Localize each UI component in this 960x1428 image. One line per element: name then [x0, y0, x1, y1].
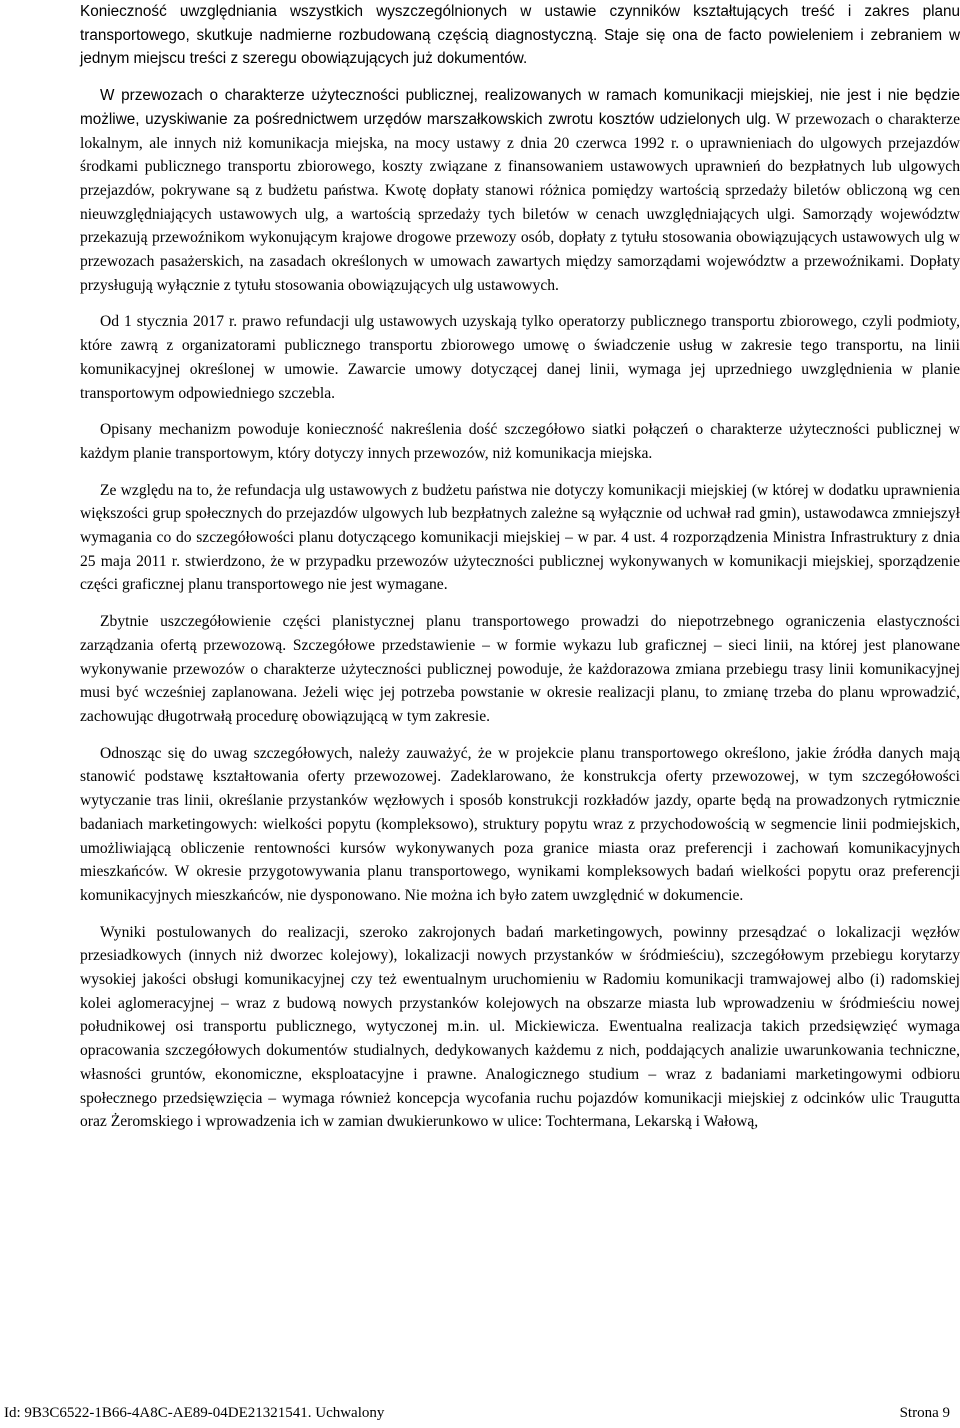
page-number: Strona 9: [899, 1405, 950, 1421]
paragraph-3: Od 1 stycznia 2017 r. prawo refundacji ulg ustawowych uzyskają tylko operatorzy publicznego transportu zbiorowego, czyli podmioty, które zawrą z organizatorami publicznego transportu zbiorowego umowę o świadczenie usług w zakresie tego transportu, na linii komunikacyjnej określonej w umowie. Zawarcie umowy dotyczącej danej linii, wymaga jej uprzedniego uwzględnienia w planie transportowym odpowiedniego szczebla.: [80, 313, 960, 402]
document-body: [80, 0, 960, 1147]
paragraph-1-text: Konieczność uwzględniania wszystkich wyszczególnionych w ustawie czynników kształtujących treść i zakres planu transportowego, skutkuje nadmierne rozbudowaną częścią diagnostyczną. Staje się ona de facto powieleniem i zebraniem w jednym miejscu treści z szeregu obowiązujących już dokumentów.: [80, 3, 960, 68]
paragraph-6: Zbytnie uszczegółowienie części planistycznej planu transportowego prowadzi do niepotrzebnego ograniczenia elastyczności zarządzania ofertą przewozową. Szczegółowe przedstawienie – w formie wykazu lub graficznej – sieci linii, na której jest planowane wykonywanie przewozów o charakterze użyteczności publicznej powoduje, że każdorazowa zmiana przebiegu trasy linii komunikacyjnej musi być wcześniej zaplanowana. Jeżeli więc jej potrzeba powstanie w okresie realizacji planu, to zmianę trzeba do planu wprowadzić, zachowując długotrwałą procedurę obowiązującą w tym zakresie.: [80, 613, 960, 725]
paragraph-1: [80, 0, 960, 71]
document-id: Id: 9B3C6522-1B66-4A8C-AE89-04DE21321541. Uchwalony: [4, 1405, 385, 1421]
paragraph-2: [80, 84, 960, 297]
paragraph-8: Wyniki postulowanych do realizacji, szeroko zakrojonych badań marketingowych, powinny przesądzać o lokalizacji węzłów przesiadkowych (innych niż dworzec kolejowy), lokalizacji nowych przystanków w śródmieściu), szczegółowym przebiegu korytarzy wysokiej jakości obsługi komunikacyjnej czy też ewentualnym uruchomieniu w Radomiu komunikacji tramwajowej albo (i) radomskiej kolei aglomeracyjnej – wraz z budową nowych przystanków kolejowych na obszarze miasta lub wprowadzeniu w śródmieściu nowej południkowej osi transportu publicznego, wytyczonej m.in. ul. Mickiewicza. Ewentualna realizacja takich przedsięwzięć wymaga opracowania szczegółowych dokumentów studialnych, dedykowanych każdemu z nich, poddających analizie uwarunkowania techniczne, własności gruntów, ekonomiczne, eksploatacyjne i prawne. Analogicznego studium – wraz z badaniami marketingowymi odbioru społecznego przedsięwzięcia – wymaga również koncepcja wycofania ruchu pojazdów komunikacji miejskiej z odcinków ulic Traugutta oraz Żeromskiego i wprowadzenia ich w zamian dwukierunkowo w ulice: Tochtermana, Lekarską i Wałową,: [80, 923, 960, 1131]
paragraph-5: Ze względu na to, że refundacja ulg ustawowych z budżetu państwa nie dotyczy komunikacji miejskiej (w której w dodatku uprawnienia większości grup społecznych do przejazdów ulgowych lub bezpłatnych zależne są wyłącznie od uchwał rad gmin), ustawodawca zmniejszył wymagania co do szczegółowości planu dotyczącego komunikacji miejskiej – w par. 4 ust. 4 rozporządzenia Ministra Infrastruktury z dnia 25 maja 2011 r. stwierdzono, że w przypadku przewozów użyteczności publicznej wykonywanych w komunikacji miejskiej, sporządzenie części graficznej planu transportowego nie jest wymagane.: [80, 481, 960, 594]
paragraph-4: Opisany mechanizm powoduje konieczność nakreślenia dość szczegółowo siatki połączeń o charakterze użyteczności publicznej w każdym planie transportowym, który dotyczy innych przewozów, niż komunikacja miejska.: [80, 421, 960, 462]
paragraph-2-text-a: W przewozach o charakterze użyteczności publicznej, realizowanych w ramach komunikacji miejskiej, nie jest i nie będzie możliwe, uzyskiwanie za pośrednictwem urzędów marszałkowskich zwrotu kosztów udzielonych ulg.: [80, 87, 960, 128]
paragraph-2-text-b: W przewozach o charakterze lokalnym, ale innych niż komunikacja miejska, na mocy ustawy z dnia 20 czerwca 1992 r. o uprawnieniach do ulgowych przejazdów środkami publicznego transportu zbiorowego, koszty związane z finansowaniem ustawowych uprawnień do bezpłatnych lub ulgowych przejazdów, pokrywane są z budżetu państwa. Kwotę dopłaty stanowi różnica pomiędzy wartością sprzedaży biletów obliczoną wg cen nieuwzględniających ustawowych ulg, a wartością sprzedaży tych biletów w cenach uwzględniających ulgi. Samorządy województw przekazują przewoźnikom wykonującym krajowe drogowe przewozy osób, dopłaty z tytułu stosowania obowiązujących ustawowych ulg w przewozach pasażerskich, na zasadach określonych w umowach zawartych między samorządami województw a przewoźnikami. Dopłaty przysługują wyłącznie z tytułu stosowania obowiązujących ulg ustawowych.: [80, 110, 960, 294]
paragraph-7: Odnosząc się do uwag szczegółowych, należy zauważyć, że w projekcie planu transportowego określono, jakie źródła danych mają stanowić podstawę kształtowania oferty przewozowej. Zadeklarowano, że konstrukcja oferty przewozowej, w tym szczegółowości wytyczanie tras linii, określanie przystanków węzłowych i sposób konstrukcji rozkładów jazdy, oparte będą na prowadzonych rytmicznie badaniach marketingowych: wielkości popytu (kompleksowo), struktury popytu wraz z przychodowością w segmencie linii podmiejskich, umożliwiającą obliczenie rentowności kursów wykonywanych poza granice miasta oraz preferencji i zachowań komunikacyjnych mieszkańców. W okresie przygotowywania planu transportowego, wynikami kompleksowych badań wielkości popytu oraz preferencji komunikacyjnych mieszkańców, nie dysponowano. Nie można ich było zatem uwzględnić w dokumencie.: [80, 744, 960, 904]
